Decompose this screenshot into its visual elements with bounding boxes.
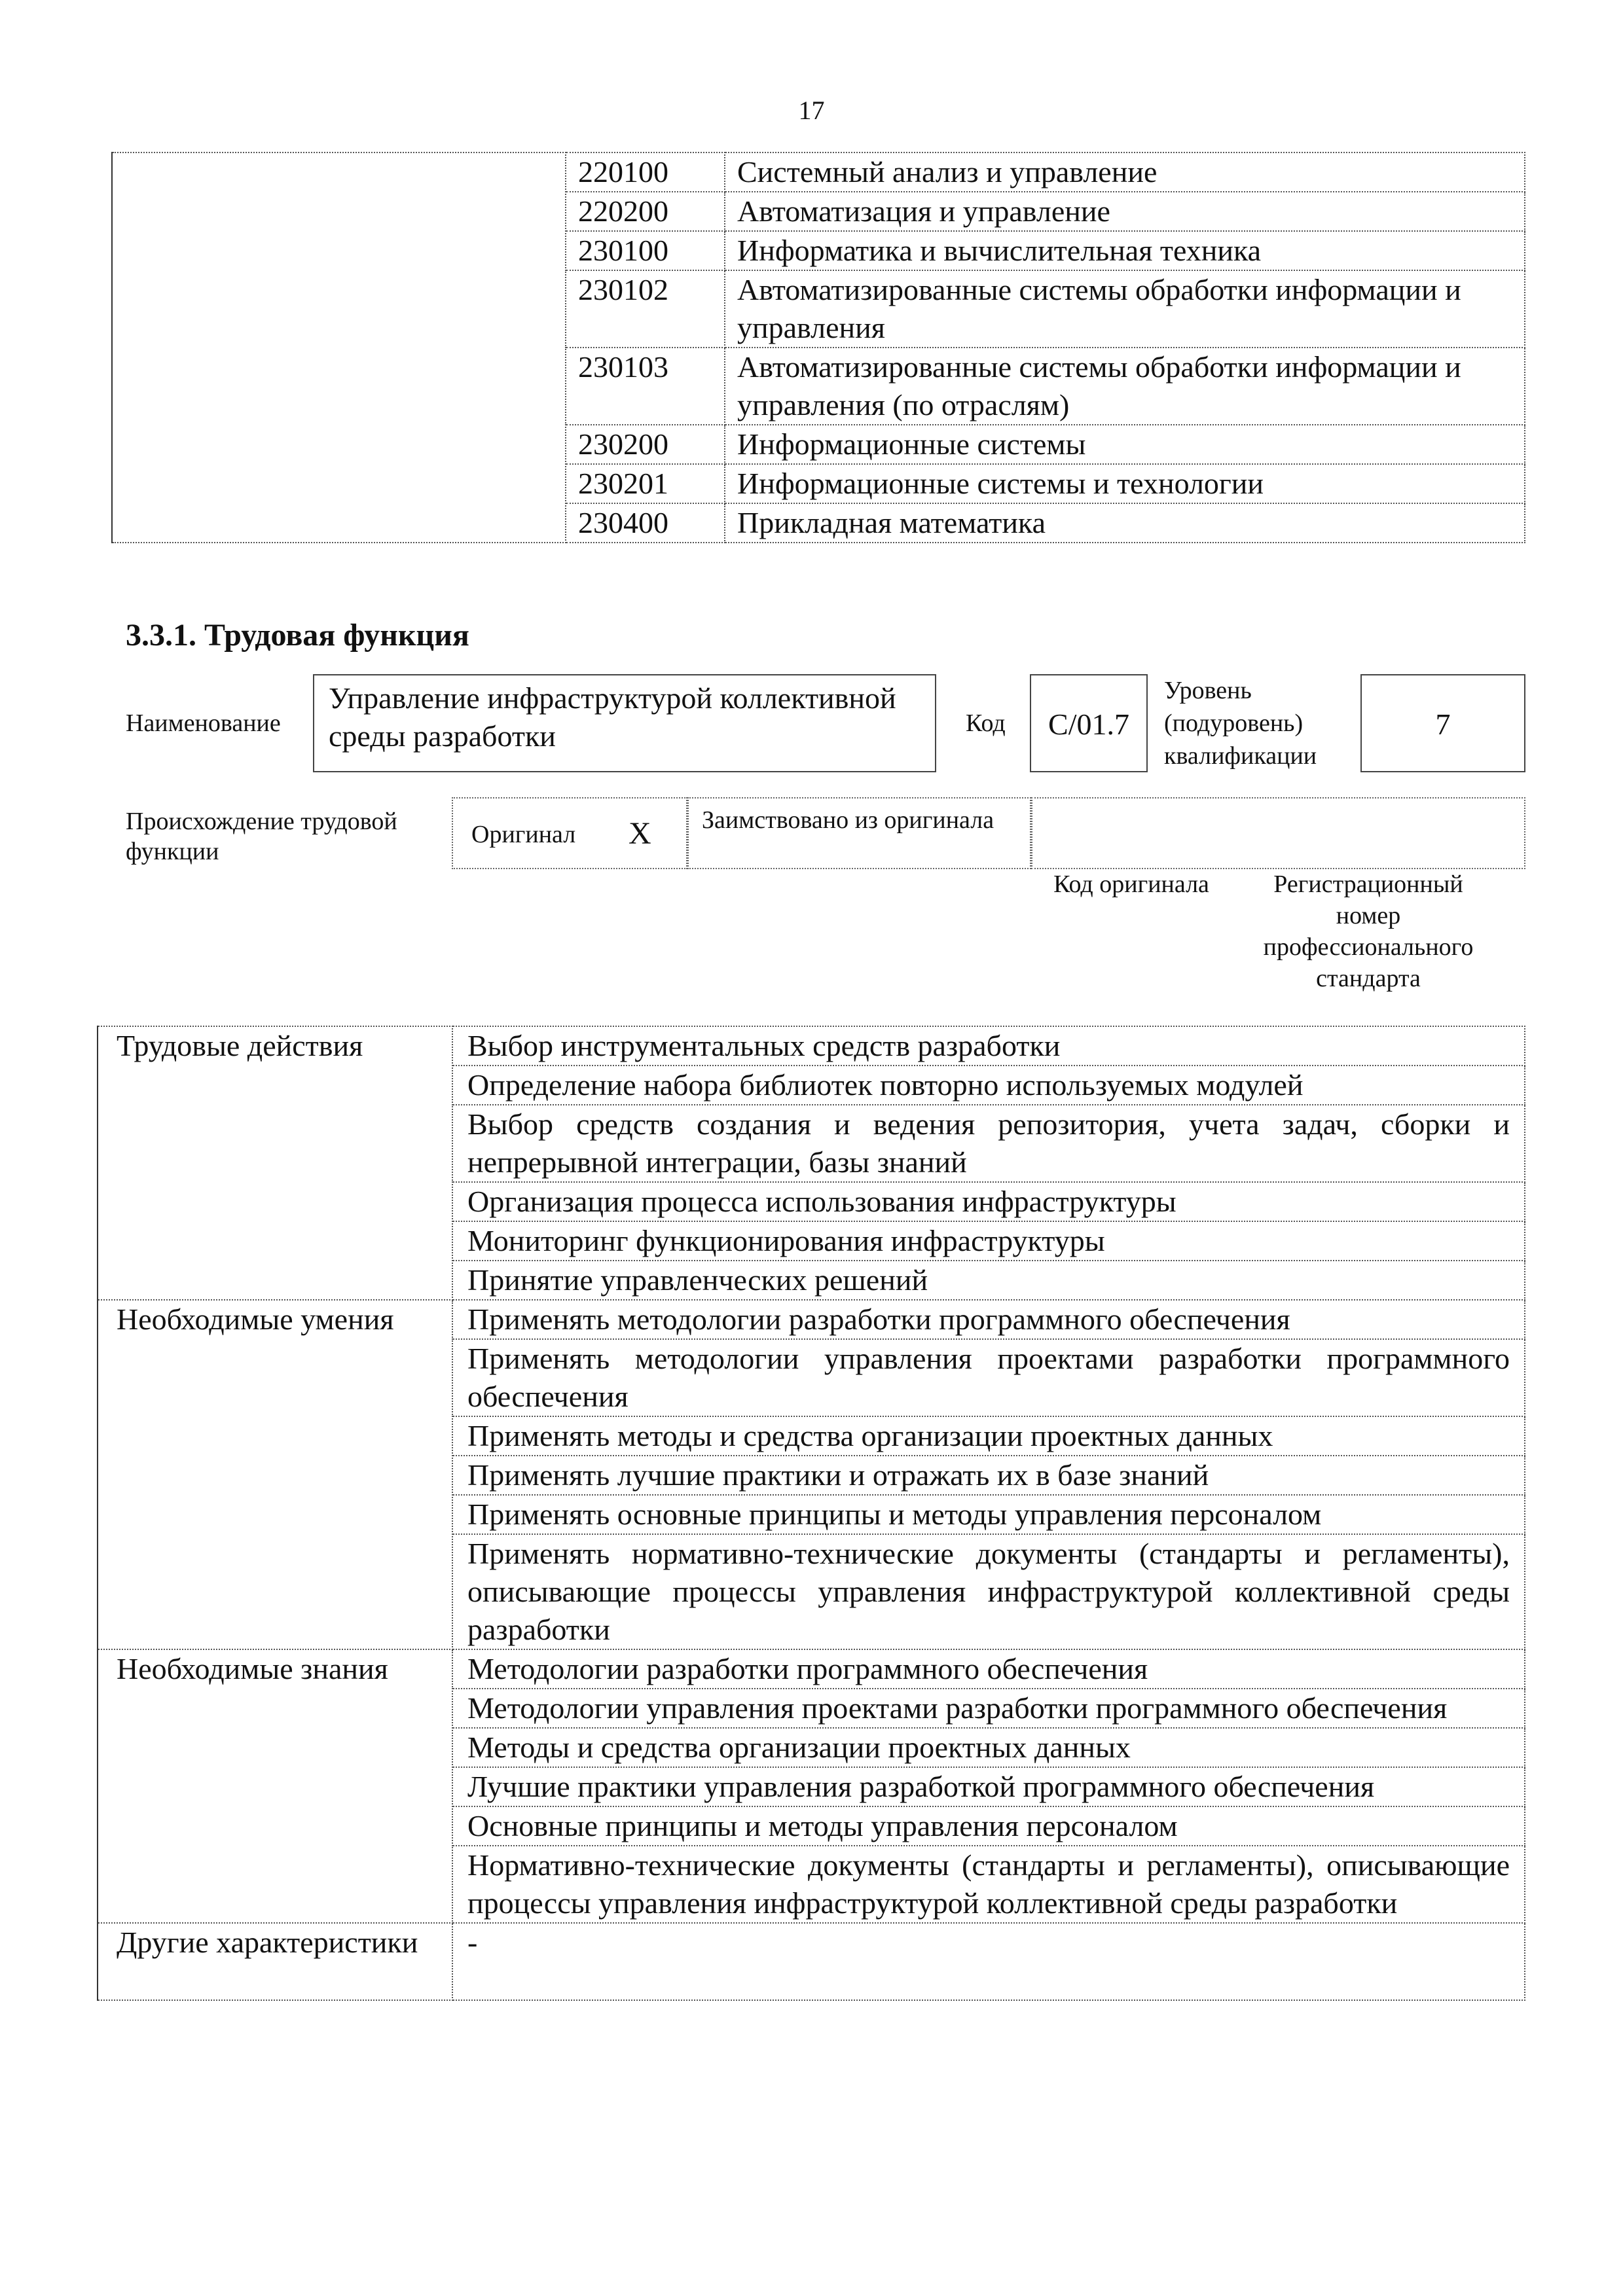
specialty-code: 220100 [566, 152, 725, 192]
original-label: Оригинал [471, 821, 576, 848]
characteristic-item: Организация процесса использования инфраструктуры [452, 1182, 1525, 1221]
specialty-row [112, 152, 1525, 192]
category-cell: Другие характеристики [98, 1923, 452, 2000]
specialty-code: 230200 [566, 425, 725, 464]
characteristic-item: Применять основные принципы и методы управления персоналом [452, 1495, 1525, 1534]
characteristic-item: Основные принципы и методы управления персоналом [452, 1806, 1525, 1846]
characteristic-row [98, 1026, 1525, 1066]
characteristic-item: Принятие управленческих решений [452, 1261, 1525, 1300]
name-label: Наименование [126, 709, 281, 737]
specialty-code: 230400 [566, 503, 725, 543]
specialty-name: Информатика и вычислительная техника [725, 231, 1525, 270]
characteristic-item: Методологии разработки программного обеспечения [452, 1649, 1525, 1689]
specialty-name: Информационные системы [725, 425, 1525, 464]
specialty-name: Системный анализ и управление [725, 152, 1525, 192]
characteristic-item: Лучшие практики управления разработкой программного обеспечения [452, 1767, 1525, 1806]
characteristic-item: - [452, 1923, 1525, 2000]
original-cell [452, 797, 687, 869]
page-number: 17 [798, 96, 825, 125]
characteristic-row [98, 1923, 1525, 2000]
specialty-code: 230102 [566, 270, 725, 348]
specialty-code: 230103 [566, 348, 725, 425]
characteristic-item: Применять нормативно-технические документы (стандарты и регламенты), описывающие процессы управления инфраструктурой коллективной среды разработки [452, 1534, 1525, 1649]
characteristic-item: Применять методы и средства организации проектных данных [452, 1416, 1525, 1456]
code-caption: Код оригинала [1053, 870, 1209, 898]
blank-cell [112, 152, 566, 543]
category-cell: Необходимые умения [98, 1300, 452, 1649]
borrowed-label: Заимствовано из оригинала [702, 806, 994, 834]
specialty-name: Информационные системы и технологии [725, 464, 1525, 503]
function-code: C/01.7 [1030, 674, 1148, 772]
reg-caption: Регистрационный номер профессионального стандарта [1263, 870, 1474, 992]
level-value: 7 [1360, 674, 1525, 772]
origin-label: Происхождение трудовой функции [126, 808, 397, 865]
characteristic-row [98, 1300, 1525, 1339]
level-label: Уровень (подуровень) квалификации [1164, 677, 1317, 770]
specialty-code: 230201 [566, 464, 725, 503]
specialty-code: 220200 [566, 192, 725, 231]
specialty-name: Автоматизация и управление [725, 192, 1525, 231]
characteristic-item: Применять методологии разработки программного обеспечения [452, 1300, 1525, 1339]
characteristic-item: Выбор инструментальных средств разработки [452, 1026, 1525, 1066]
specialties-table [111, 152, 1525, 543]
specialty-name: Автоматизированные системы обработки информации и управления (по отраслям) [725, 348, 1525, 425]
specialty-name: Прикладная математика [725, 503, 1525, 543]
characteristics-table [97, 1026, 1525, 2001]
function-name: Управление инфраструктурой коллективной среды разработки [313, 674, 936, 772]
code-label: Код [966, 709, 1006, 737]
characteristic-item: Мониторинг функционирования инфраструктуры [452, 1221, 1525, 1261]
characteristic-item: Применять методологии управления проектами разработки программного обеспечения [452, 1339, 1525, 1416]
characteristic-row [98, 1649, 1525, 1689]
characteristic-item: Определение набора библиотек повторно используемых модулей [452, 1066, 1525, 1105]
section-title: 3.3.1. Трудовая функция [126, 618, 469, 653]
specialty-name: Автоматизированные системы обработки информации и управления [725, 270, 1525, 348]
original-code-cell [1031, 797, 1525, 869]
characteristic-item: Применять лучшие практики и отражать их в базе знаний [452, 1456, 1525, 1495]
category-cell: Трудовые действия [98, 1026, 452, 1300]
specialty-code: 230100 [566, 231, 725, 270]
category-cell: Необходимые знания [98, 1649, 452, 1923]
characteristic-item: Нормативно-технические документы (стандарты и регламенты), описывающие процессы управления инфраструктурой коллективной среды разработки [452, 1846, 1525, 1923]
characteristic-item: Методологии управления проектами разработки программного обеспечения [452, 1689, 1525, 1728]
original-mark: X [629, 816, 651, 851]
characteristic-item: Методы и средства организации проектных данных [452, 1728, 1525, 1767]
characteristic-item: Выбор средств создания и ведения репозитория, учета задач, сборки и непрерывной интеграции, базы знаний [452, 1105, 1525, 1182]
borrowed-cell [687, 797, 1031, 869]
